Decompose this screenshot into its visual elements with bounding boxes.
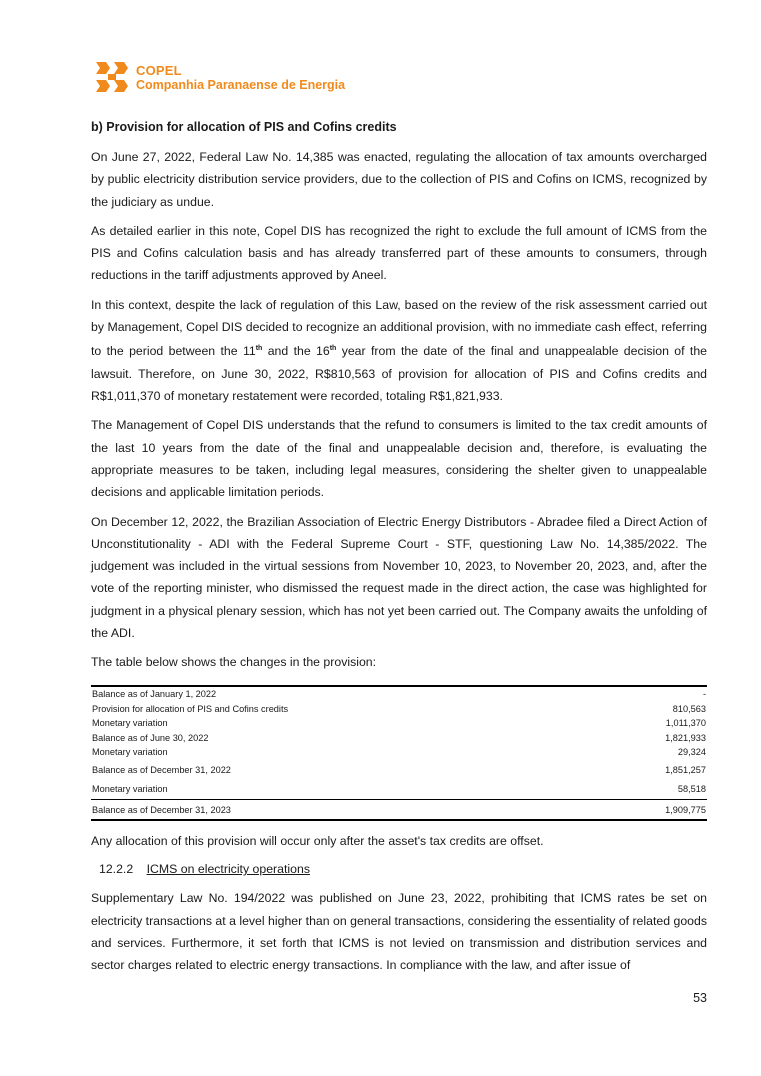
copel-logo-icon xyxy=(94,60,130,96)
main-content xyxy=(91,118,707,984)
row-value: 1,851,257 xyxy=(665,764,706,775)
row-value: 29,324 xyxy=(677,747,706,758)
subsection-title: ICMS on electricity operations xyxy=(146,862,310,877)
row-value: 810,563 xyxy=(672,703,706,714)
paragraph-1: On June 27, 2022, Federal Law No. 14,385 was enacted, regulating the allocation of tax amounts overcharged by public electricity distribution service providers, due to the collection of PIS and Cofins on ICMS, recognized by the judiciary as undue. xyxy=(91,150,707,209)
page-header xyxy=(94,60,345,96)
paragraph-4: The Management of Copel DIS understands that the refund to consumers is limited to the tax credit amounts of the last 10 years from the date of the final and unappealable decision and, therefore, is evaluating the appropriate measures to be taken, including legal measures, considering the shelter given to unappealable decisions and applicable limitation periods. xyxy=(91,418,707,500)
paragraph-5: On December 12, 2022, the Brazilian Association of Electric Energy Distributors - Abradee filed a Direct Action of Unconstitutionality - ADI with the Federal Supreme Court - STF, questioning Law No. 14,385/2022. The judgement was included in the virtual sessions from November 10, 2023, to November 20, 2023, and, after the vote of the reporting minister, who dismissed the request made in the direct action, the case was highlighted for judgment in a physical plenary session, which has not yet been carried out. The Company awaits the unfolding of the ADI. xyxy=(91,514,707,641)
row-label: Balance as of June 30, 2022 xyxy=(92,732,209,743)
row-value: 1,011,370 xyxy=(665,718,706,729)
paragraph-3: In this context, despite the lack of regulation of this Law, based on the review of the risk assessment carried out by Management, Copel DIS decided to recognize an additional provision, with no immediate cash effect, referring to the period between the 11th and the 16th year from the date of the final and unappealable decision of the lawsuit. Therefore, on June 30, 2022, R$810,563 of provision for allocation of PIS and Cofins credits and R$1,011,370 of monetary restatement were recorded, totaling R$1,821,933. xyxy=(91,297,707,404)
brand-name xyxy=(136,63,345,93)
table-row xyxy=(91,745,707,760)
table-row xyxy=(91,799,707,820)
row-label: Balance as of January 1, 2022 xyxy=(92,688,217,699)
table-row xyxy=(91,716,707,731)
page-number: 53 xyxy=(693,991,707,1005)
table-row xyxy=(91,760,707,780)
paragraph-2: As detailed earlier in this note, Copel DIS has recognized the right to exclude the full amount of ICMS from the PIS and Cofins calculation basis and has already transferred part of these amounts to consumers, through reductions in the tariff adjustments approved by Aneel. xyxy=(91,223,707,283)
company-full-name: Companhia Paranaense de Energia xyxy=(136,78,346,92)
table-row xyxy=(91,731,707,746)
row-value: 58,518 xyxy=(677,784,706,795)
row-label: Balance as of December 31, 2023 xyxy=(91,799,597,820)
table-row xyxy=(91,779,707,799)
company-short-name: COPEL xyxy=(136,63,182,78)
after-table-note: Any allocation of this provision will occur only after the asset's tax credits are offset. xyxy=(91,834,544,849)
row-label: Monetary variation xyxy=(92,747,168,758)
row-label: Monetary variation xyxy=(92,784,168,795)
table-row xyxy=(91,702,707,717)
row-label: Monetary variation xyxy=(92,718,168,729)
subsection-heading xyxy=(91,859,707,879)
subsection-paragraph-1: Supplementary Law No. 194/2022 was published on June 23, 2022, prohibiting that ICMS rates be set on electricity transactions at a level higher than on general transactions, considering the essentiality of related goods and services. Furthermore, it set forth that ICMS is not levied on transmission and distribution services and sector charges related to electric energy transactions. In compliance with the law, and after issue of xyxy=(91,891,707,973)
provision-table xyxy=(91,685,707,822)
section-title: b) Provision for allocation of PIS and Cofins credits xyxy=(91,120,397,134)
row-value: - xyxy=(702,688,706,699)
row-value: 1,909,775 xyxy=(597,799,707,820)
subsection-number: 12.2.2 xyxy=(99,862,134,877)
ordinal-suffix: th xyxy=(329,345,337,353)
row-value: 1,821,933 xyxy=(665,732,706,743)
row-label: Balance as of December 31, 2022 xyxy=(92,764,231,775)
row-label: Provision for allocation of PIS and Cofins credits xyxy=(92,703,289,714)
table-intro: The table below shows the changes in the provision: xyxy=(91,655,377,670)
ordinal-suffix: th xyxy=(255,345,263,353)
table-row xyxy=(91,686,707,702)
